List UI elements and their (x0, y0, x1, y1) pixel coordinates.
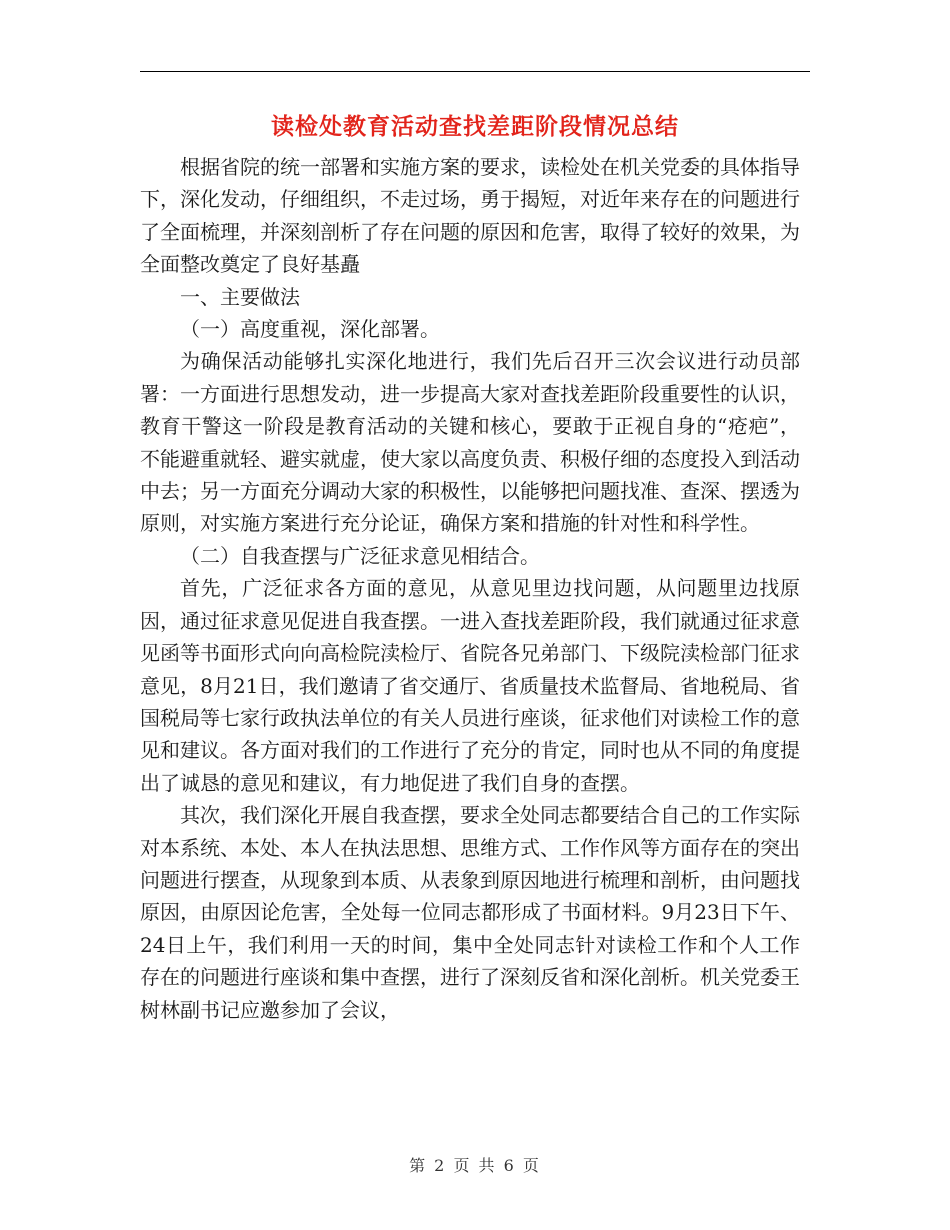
header-rule (140, 71, 810, 72)
document-body (140, 151, 800, 1026)
paragraph-deployment: 为确保活动能够扎实深化地进行，我们先后召开三次会议进行动员部署：一方面进行思想发动，进一步提高大家对查找差距阶段重要性的认识，教育干警这一阶段是教育活动的关键和核心，要敢于正视自身的“疮疤”，不能避重就轻、避实就虚，使大家以高度负责、积极仔细的态度投入到活动中去；另一方面充分调动大家的积极性，以能够把问题找准、查深、摆透为原则，对实施方案进行充分论证，确保方案和措施的针对性和科学性。 (140, 349, 800, 536)
subsection-heading-1: （一）高度重视，深化部署。 (180, 317, 440, 342)
section-heading-main-practices: 一、主要做法 (180, 284, 300, 309)
document-title: 读检处教育活动查找差距阶段情况总结 (271, 113, 679, 140)
paragraph-self-review: 其次，我们深化开展自我查摆，要求全处同志都要结合自己的工作实际对本系统、本处、本人在执法思想、思维方式、工作作风等方面存在的突出问题进行摆查，从现象到本质、从表象到原因地进行梳理和剖析，由问题找原因，由原因论危害，全处每一位同志都形成了书面材料。9月23日下午、24日上午，我们利用一天的时间，集中全处同志针对读检工作和个人工作存在的问题进行座谈和集中查摆，进行了深刻反省和深化剖析。机关党委王树林副书记应邀参加了会议， (140, 803, 800, 1022)
paragraph-intro: 根据省院的统一部署和实施方案的要求，读检处在机关党委的具体指导下，深化发动，仔细组织，不走过场，勇于揭短，对近年来存在的问题进行了全面梳理，并深刻剖析了存在问题的原因和危害，取得了较好的效果，为全面整改奠定了良好基矗 (140, 155, 800, 277)
paragraph-opinions: 首先，广泛征求各方面的意见，从意见里边找问题，从问题里边找原因，通过征求意见促进自我查摆。一进入查找差距阶段，我们就通过征求意见函等书面形式向向高检院渎检厅、省院各兄弟部门、下级院渎检部门征求意见，8月21日，我们邀请了省交通厅、省质量技术监督局、省地税局、省国税局等七家行政执法单位的有关人员进行座谈，征求他们对读检工作的意见和建议。各方面对我们的工作进行了充分的肯定，同时也从不同的角度提出了诚恳的意见和建议，有力地促进了我们自身的查摆。 (140, 576, 800, 795)
subsection-heading-2: （二）自我查摆与广泛征求意见相结合。 (180, 543, 540, 568)
page-number: 第 2 页 共 6 页 (409, 1156, 541, 1175)
